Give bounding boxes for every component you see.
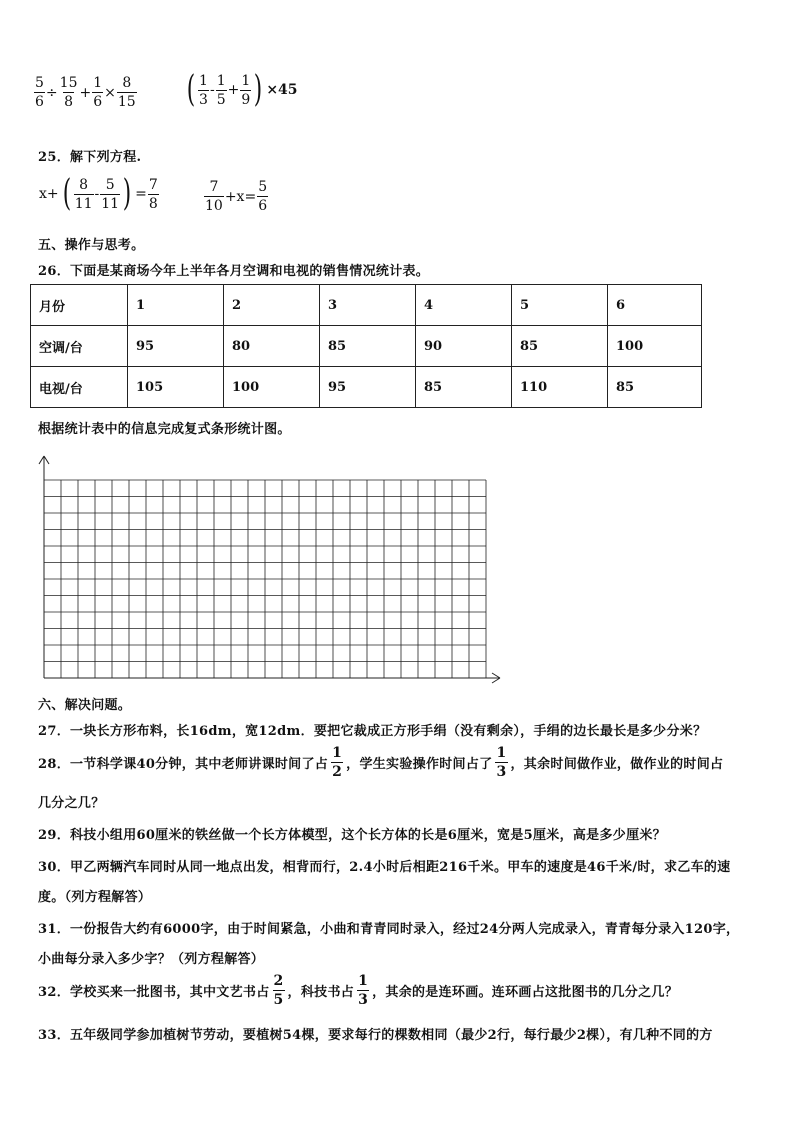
table-row [31,326,702,367]
y-axis-arrow [39,456,44,464]
q25-equation-1: x+ ( $\frac{8}{11}$ - $\frac{5}{11}$ ) = $\frac{7}{8}$ [39,173,158,214]
table-cell: 80 [224,326,320,367]
table-cell: 95 [128,326,224,367]
sales-stats-table [30,284,702,408]
q25-title: 25．解下列方程. [38,150,142,165]
q28-line-1: 28．一节科学课40分钟，其中老师讲课时间了占 $\frac{1}{2}$ ，学生实验操作时间占了 $\frac{1}{3}$ ，其余时间做作业，做作业的时间占 [38,745,724,780]
grid-svg [34,452,506,684]
table-cell: 100 [608,326,702,367]
x-axis-arrow [492,678,500,683]
q24-expression-1: $\frac{5}{6}$ ÷ $\frac{15}{8}$ + $\frac{1}{6}$ × $\frac{8}{15}$ [35,75,136,110]
q27-text: 27．一块长方形布料，长16dm，宽12dm．要把它裁成正方形手绢（没有剩余），手绢的边长最长是多少分米？ [38,724,707,739]
q25-equation-2: $\frac{7}{10}$ +x= $\frac{5}{6}$ [205,179,268,214]
table-cell: 2 [224,285,320,326]
section-6-heading: 六、解决问题。 [38,698,132,713]
q26-title: 26．下面是某商场今年上半年各月空调和电视的销售情况统计表。 [38,264,430,279]
table-cell: 105 [128,367,224,408]
table-cell: 6 [608,285,702,326]
table-cell: 空调/台 [31,326,128,367]
table-cell: 月份 [31,285,128,326]
table-row [31,367,702,408]
table-cell: 5 [512,285,608,326]
blank-chart-grid [34,452,506,688]
table-cell: 电视/台 [31,367,128,408]
q32-text: 32．学校买来一批图书，其中文艺书占 $\frac{2}{5}$ ，科技书占 $\frac{1}{3}$ ，其余的是连环画。连环画占这批图书的几分之几？ [38,973,679,1008]
table-cell: 95 [320,367,416,408]
table-cell: 1 [128,285,224,326]
q26-instruction: 根据统计表中的信息完成复式条形统计图。 [38,422,291,437]
table-cell: 85 [416,367,512,408]
q29-text: 29．科技小组用60厘米的铁丝做一个长方体模型，这个长方体的长是6厘米，宽是5厘米，高是多少厘米？ [38,828,666,843]
q24-expression-2: ( $\frac{1}{3}$ - $\frac{1}{5}$ + $\frac{1}{9}$ ) ×45 [186,69,298,110]
q30-line-2: 度。（列方程解答） [38,890,152,905]
table-cell: 85 [608,367,702,408]
table-cell: 85 [512,326,608,367]
q31-line-1: 31．一份报告大约有6000字，由于时间紧急，小曲和青青同时录入，经过24分两人完成录入，青青每分录入120字， [38,922,740,937]
table-cell: 90 [416,326,512,367]
q33-text: 33．五年级同学参加植树节劳动，要植树54棵，要求每行的棵数相同（最少2行，每行最少2棵），有几种不同的方 [38,1028,713,1043]
table-cell: 85 [320,326,416,367]
table-cell: 110 [512,367,608,408]
table-cell: 100 [224,367,320,408]
q30-line-1: 30．甲乙两辆汽车同时从同一地点出发，相背而行，2.4小时后相距216千米。甲车的速度是46千米/时，求乙车的速 [38,860,731,875]
x-axis-arrow [492,673,500,678]
q28-line-2: 几分之几？ [38,796,105,811]
table-row [31,285,702,326]
section-5-heading: 五、操作与思考。 [38,238,145,253]
y-axis-arrow [44,456,49,464]
q31-line-2: 小曲每分录入多少字？（列方程解答） [38,952,265,967]
table-cell: 4 [416,285,512,326]
table-cell: 3 [320,285,416,326]
